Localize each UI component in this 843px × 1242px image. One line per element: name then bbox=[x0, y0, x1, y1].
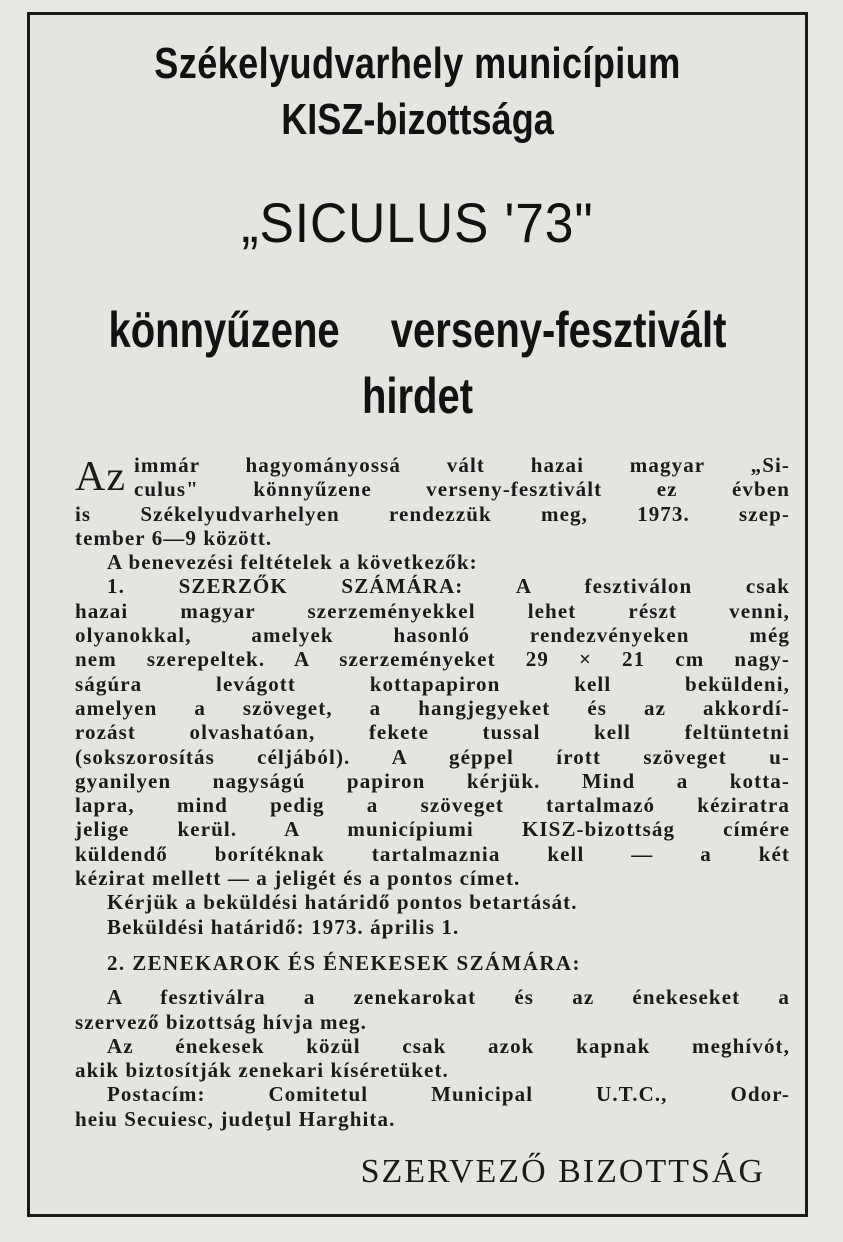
section-line: Postacím: Comitetul Municipal U.T.C., Odor- bbox=[107, 1082, 790, 1107]
header-line-2: KISZ-bizottsága bbox=[281, 95, 554, 144]
section-bands bbox=[75, 951, 790, 1131]
intro-line: culus" könnyűzene verseny-fesztivált ez évben bbox=[133, 477, 790, 502]
section-line: A fesztiválra a zenekarokat és az énekeseket a bbox=[107, 985, 790, 1010]
section-line: 1. SZERZŐK SZÁMÁRA: A fesztiválon csak bbox=[107, 574, 790, 599]
conditions-line: A benevezési feltételek a következők: bbox=[107, 550, 478, 575]
header-line-1: Székelyudvarhely municípium bbox=[154, 39, 681, 88]
section-line: rozást olvashatóan, fekete tussal kell feltüntetni bbox=[75, 720, 790, 745]
deadline-note: Kérjük a beküldési határidő pontos betartását. bbox=[107, 890, 578, 915]
intro-line: is Székelyudvarhelyen rendezzük meg, 1973. szep- bbox=[75, 501, 790, 526]
intro-paragraph bbox=[75, 453, 790, 550]
section-line: küldendő borítéknak tartalmaznia kell — a két bbox=[75, 841, 790, 866]
section-line: kézirat mellett — a jeligét és a pontos címet. bbox=[75, 866, 521, 891]
announcement-frame bbox=[27, 12, 808, 1217]
section-line: akik biztosítják zenekari kíséretüket. bbox=[75, 1058, 449, 1083]
deadline: Beküldési határidő: 1973. április 1. bbox=[107, 914, 460, 939]
intro-line: immár hagyományossá vált hazai magyar „Si- bbox=[133, 453, 790, 477]
signature: SZERVEZŐ BIZOTTSÁG bbox=[360, 1153, 765, 1190]
dropcap: Az bbox=[75, 454, 126, 500]
section-authors bbox=[75, 574, 790, 938]
section-line: hazai magyar szerzeményekkel lehet részt venni, bbox=[75, 598, 790, 623]
section-line: (sokszorosítás céljából). A géppel írott szöveget u- bbox=[75, 744, 790, 769]
body-text bbox=[75, 453, 790, 1131]
section-line: amelyen a szöveget, a hangjegyeket és az akkordí- bbox=[75, 695, 790, 720]
section-line: nem szerepeltek. A szerzeményeket 29 × 21 cm nagy- bbox=[75, 647, 790, 672]
section-title: 2. ZENEKAROK ÉS ÉNEKESEK SZÁMÁRA: bbox=[107, 950, 581, 975]
event-title: „SICULUS '73" bbox=[241, 191, 594, 254]
section-line: olyanokkal, amelyek hasonló rendezvényeken még bbox=[75, 623, 790, 648]
section-line: ságúra levágott kottapapiron kell beküldeni, bbox=[75, 671, 790, 696]
section-line: heiu Secuiesc, judeţul Harghita. bbox=[75, 1106, 396, 1131]
section-line: jelige kerül. A municípiumi KISZ-bizottság címére bbox=[75, 817, 790, 842]
header-line-4: könnyűzene verseny-fesztivált bbox=[108, 302, 727, 358]
section-line: gyanilyen nagyságú papiron kérjük. Mind a kotta- bbox=[75, 768, 790, 793]
header-line-5: hirdet bbox=[361, 368, 474, 424]
section-line: Az énekesek közül csak azok kapnak meghívót, bbox=[107, 1033, 790, 1058]
section-line: lapra, mind pedig a szöveget tartalmazó kéziratra bbox=[75, 793, 790, 818]
section-line: szervező bizottság hívja meg. bbox=[75, 1009, 367, 1034]
intro-line: tember 6—9 között. bbox=[75, 525, 273, 550]
